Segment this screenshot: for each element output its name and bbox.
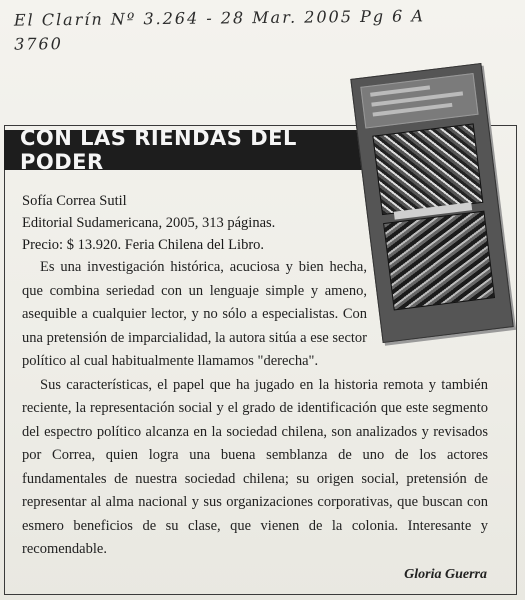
book-details xyxy=(22,190,275,256)
book-cover-title-area xyxy=(360,73,478,129)
review-paragraph-1: Es una investigación histórica, acuciosa y bien hecha, que combina seriedad con un lenguaje simple y ameno, asequible a cualquier lector, y no sólo a especialistas. Con una pretensión de imparcialidad, la autora sitúa a ese sector político al cual habitualmente llamamos "derecha". xyxy=(22,259,367,369)
article-title-text: CON LAS RIENDAS DEL PODER xyxy=(20,126,297,174)
book-publisher: Editorial Sudamericana, 2005, 313 páginas. xyxy=(22,215,276,231)
review-signature: Gloria Guerra xyxy=(404,567,487,582)
book-cover-photo-top xyxy=(372,123,483,215)
book-cover-line xyxy=(370,85,430,96)
book-price: Precio: $ 13.920. Feria Chilena del Libro. xyxy=(22,237,265,253)
book-author: Sofía Correa Sutil xyxy=(22,193,127,209)
review-paragraph-2: Sus características, el papel que ha jugado en la historia remota y también reciente, la representación social y el grado de identificación que este segmento del espectro político alcanza en la sociedad chilena, son analizados y revisados por Correa, quien logra una buena semblanza de uno de los actores fundamentales de nuestra sociedad chilena; su origen social, pretensión de representar al alma nacional y sus organizaciones corporativas, que buscan con esmero beneficios de su clase, que vienen de la colonia. Interesante y recomendable. xyxy=(22,376,488,557)
article-title xyxy=(4,126,364,174)
review-body xyxy=(22,256,488,562)
handwritten-annotation: El Clarín Nº 3.264 - 28 Mar. 2005 Pg 6 A 3760 xyxy=(13,6,426,54)
